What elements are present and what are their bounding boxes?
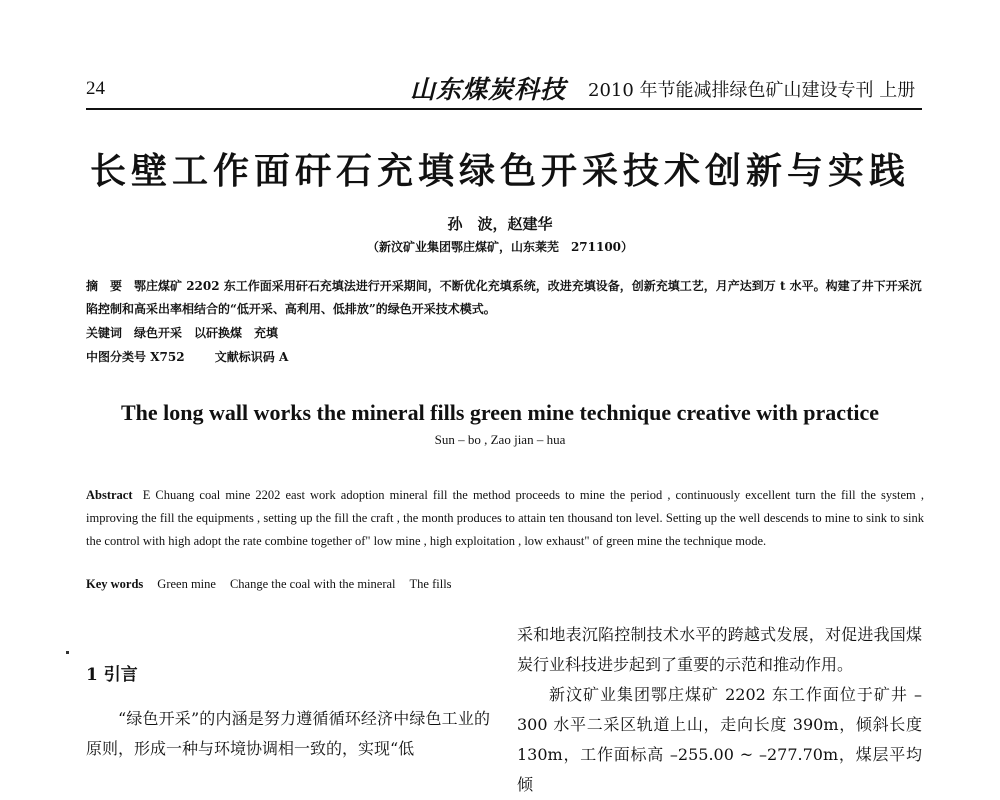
page-number: 24 <box>86 78 105 99</box>
doc-code-value: A <box>278 350 289 364</box>
abstract-en-text: E Chuang coal mine 2202 east work adoption mineral fill the method proceeds to mine the period , continuously excellent turn the fill the system , improving the fill the equipments , setting up the fill the craft , the month produces to attain ten thousand ton level. Setting up the well descends to mine to sink to sink the control with high adopt the rate combine together of" low mine , high exploitation , low exhaust" of green mine the technique mode. <box>86 488 924 548</box>
body-paragraph: 新汶矿业集团鄂庄煤矿 2202 东工作面位于矿井 –300 水平二采区轨道上山，走向长度 390m，倾斜长度 130m，工作面标高 –255.00 ~ –277.70m，煤层平均倾 <box>517 685 922 794</box>
body-left-column <box>86 660 490 764</box>
abstract-en <box>86 484 924 553</box>
paper-title-en: The long wall works the mineral fills green mine technique creative with practice <box>120 400 880 425</box>
body-right-column <box>517 620 922 800</box>
authors-en: Sun – bo , Zao jian – hua <box>434 432 566 447</box>
keywords-en <box>86 577 452 592</box>
classification-cn <box>86 346 288 369</box>
abstract-cn <box>86 275 924 321</box>
doc-code-label: 文献标识码 <box>214 350 275 364</box>
classification-value: X752 <box>150 350 185 364</box>
keyword-en-item: The fills <box>409 577 452 591</box>
section-heading: 1 引言 <box>86 665 138 685</box>
header-rule <box>86 108 922 110</box>
keyword-en-item: Green mine <box>157 577 216 591</box>
authors-cn: 孙 波，赵建华 <box>447 215 553 233</box>
abstract-en-label: Abstract <box>86 488 133 502</box>
journal-name-logo: 山东煤炭科技 <box>410 75 567 104</box>
abstract-cn-label: 摘 要 <box>86 279 123 293</box>
issue-title: 2010 年节能减排绿色矿山建设专刊 上册 <box>588 80 916 101</box>
abstract-cn-text: 鄂庄煤矿 2202 东工作面采用矸石充填法进行开采期间，不断优化充填系统，改进充填设备，创新充填工艺，月产达到万 t 水平。构建了井下开采沉陷控制和高采出率相结合的“低开采、高利用、低排放”的绿色开采技术模式。 <box>86 279 922 316</box>
margin-dot <box>66 651 69 654</box>
keywords-cn <box>86 322 278 345</box>
paper-title-cn: 长壁工作面矸石充填绿色开采技术创新与实践 <box>89 150 910 192</box>
keyword-cn-item: 充填 <box>254 326 279 340</box>
keyword-cn-item: 绿色开采 <box>134 326 183 340</box>
affiliation-cn: （新汶矿业集团鄂庄煤矿，山东莱芜 271100） <box>366 240 634 254</box>
keywords-cn-label: 关键词 <box>86 326 123 340</box>
classification-label: 中图分类号 <box>86 350 147 364</box>
body-paragraph: 采和地表沉陷控制技术水平的跨越式发展，对促进我国煤炭行业科技进步起到了重要的示范和推动作用。 <box>517 625 922 674</box>
keywords-en-label: Key words <box>86 577 144 591</box>
keyword-cn-item: 以矸换煤 <box>194 326 243 340</box>
keyword-en-item: Change the coal with the mineral <box>229 577 396 591</box>
body-paragraph: “绿色开采”的内涵是努力遵循循环经济中绿色工业的原则，形成一种与环境协调相一致的，实现“低 <box>86 709 490 758</box>
